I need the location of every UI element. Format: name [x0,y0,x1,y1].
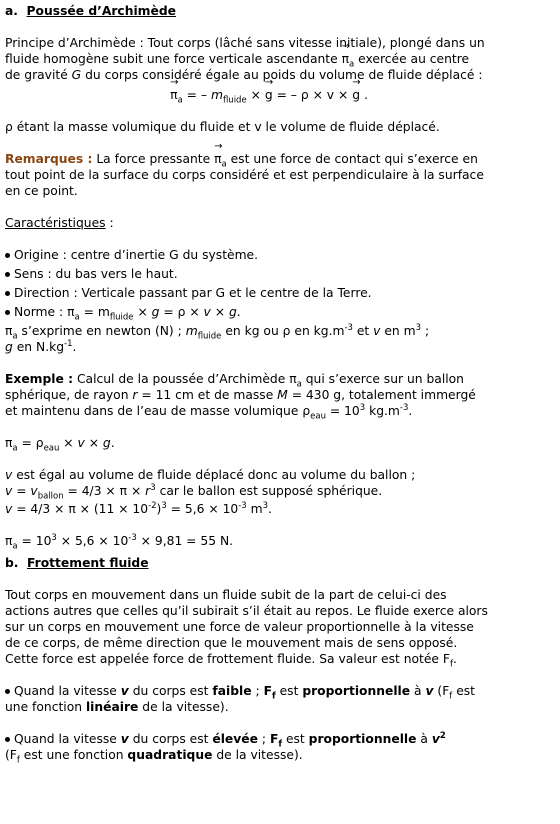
section-b-heading [5,555,533,571]
calc-line-4: $v = 4/3 \times \pi \times (11 \times 10^{-2})^3 = 5,6 \times 10^{-3}$ $m^3$. [5,500,272,516]
characteristics-heading: Caractéristiques : [5,216,114,230]
rho-definition: ρ étant la masse volumique du fluide et v le volume de fluide déplacé. [5,120,440,134]
bullet-icon [5,291,10,296]
bullet-icon [5,689,10,694]
bullet-icon [5,737,10,742]
result-line: $\pi_a = 10^3 \times 5,6 \times 10^{-3} \times 9,81 = 55$ N. [5,532,234,552]
calc-line-3: $v = v_{ballon} = 4/3 \times \pi \times r^3$ car le ballon est supposé sphérique. [5,482,383,502]
friction-paragraph: Tout corps en mouvement dans un fluide subit de la part de celui-ci des actions autres que celles qu’il subirait s’il était au repos. Le fluide exerce alors sur un corps en mouvement une force de valeur proportionnelle à la vitesse de ce corps, de même direction que le mouvement mais de sens opposé. Cette force est appelée force de frottement fluide. Sa valeur est notée $F_f$. [5,588,488,670]
example-label: Exemple : [5,372,74,386]
units-note: $\pi_a$ s’exprime en newton (N) ; $m_{fluide}$ en kg ou ρ en $kg.m^{-3}$ et v en $m^3$ ; g en $N.kg^{-1}$. [5,322,430,354]
list-item: Sens : du bas vers le haut. [5,266,533,282]
archimede-formula: → $\pi_a$ = – $m_{fluide}$ × → g = – ρ × v × → g . [5,87,533,103]
remarks-label: Remarques : [5,152,93,166]
section-a-number: a. [5,4,18,18]
section-b-number: b. [5,556,19,570]
low-speed-item: Quand la vitesse v du corps est faible ; $F_f$ est proportionnelle à v ($F_f$ est une fonction linéaire de la vitesse). [5,684,475,714]
bullet-icon [5,272,10,277]
list-item: Origine : centre d’inertie G du système. [5,247,533,263]
list-item: Direction : Verticale passant par G et le centre de la Terre. [5,285,533,301]
section-a-heading [5,3,533,19]
list-item: Norme : $\pi_a = m_{fluide} \times g = \rho \times v \times g$. [5,304,533,320]
pi-vector: → π [342,51,349,67]
example: Exemple : Calcul de la poussée d’Archimède $\pi_a$ qui s’exerce sur un ballon sphérique, de rayon r = 11 cm et de masse M = 430 g, totalement immergé et maintenu dans de l’eau de masse volumique $\rho_{eau} = 10^3$ $kg.m^{-3}$. [5,372,476,422]
remarks: Remarques : La force pressante → $\pi_a$ est une force de contact qui s’exerce en tout point de la surface du corps considéré et est perpendiculaire à la surface en ce point. [5,151,533,199]
archimede-principle: Principe d’Archimède : Tout corps (lâché sans vitesse initiale), plongé dans un fluide homogène subit une force verticale ascendante → $\pi_a$ exercée au centre de gravité G du corps considéré égale au poids du volume de fluide déplacé : → $\pi_a$ = – $m_{fluide}$ × → g = – ρ × v × → g . [5,35,533,103]
section-a-title: Poussée d’Archimède [26,4,176,18]
bullet-icon [5,310,10,315]
calc-line-1: $\pi_a = \rho_{eau} \times v \times g$. [5,436,115,454]
characteristics-list [5,247,533,323]
bullet-icon [5,253,10,258]
high-speed-item: Quand la vitesse v du corps est élevée ; $F_f$ est proportionnelle à $v^2$ ($F_f$ est une fonction quadratique de la vitesse). [5,730,446,766]
calc-line-2: v est égal au volume de fluide déplacé donc au volume du ballon ; [5,468,416,482]
section-b-title: Frottement fluide [27,556,149,570]
